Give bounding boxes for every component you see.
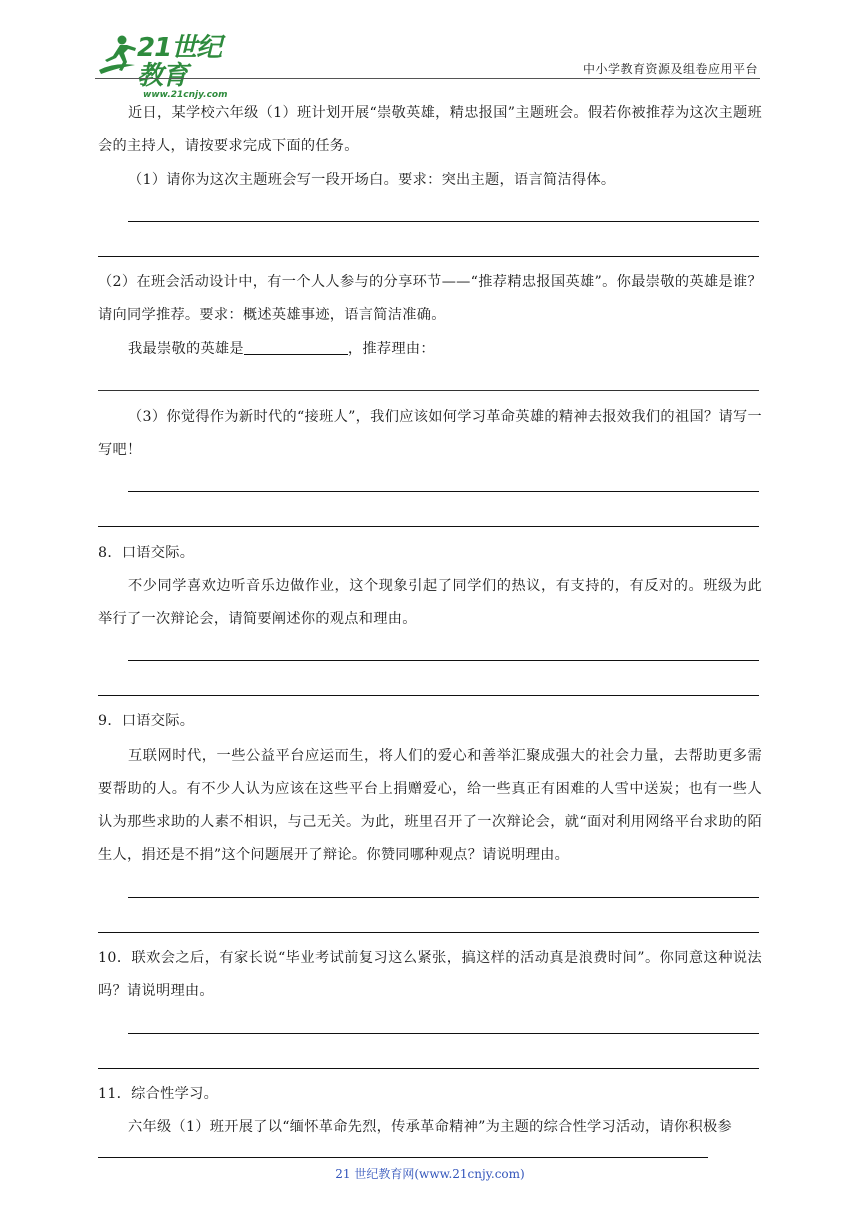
item-9-text: 互联网时代，一些公益平台应运而生，将人们的爱心和善举汇聚成强大的社会力量，去帮助更多需要帮助的人。有不少人认为应该在这些平台上捐赠爱心，给一些真正有困难的人雪中送炭；也有一些人认为那些求助的人素不相识，与己无关。为此，班里召开了一次辩论会，就“面对利用网络平台求助的陌生人，捐还是不捐”这个问题展开了辩论。你赞同哪种观点？请说明理由。 [98, 748, 762, 863]
item-8-text: 不少同学喜欢边听音乐边做作业，这个现象引起了同学们的热议，有支持的，有反对的。班级为此举行了一次辩论会，请简要阐述你的观点和理由。 [98, 578, 762, 627]
answer-line [128, 1033, 759, 1034]
fill-blank[interactable] [244, 340, 348, 355]
item-9-title: 9．口语交际。 [98, 713, 195, 729]
answer-line [98, 256, 759, 257]
runner-logo-icon [95, 32, 141, 76]
page-footer[interactable]: 21 世纪教育网(www.21cnjy.com) [335, 1167, 525, 1181]
page-header [95, 28, 760, 100]
intro-paragraph: 近日，某学校六年级（1）班计划开展“崇敬英雄，精忠报国”主题班会。假若你被推荐为这次主题班会的主持人，请按要求完成下面的任务。 [98, 105, 762, 154]
question-2-fill [98, 333, 762, 366]
footer-divider [98, 1157, 708, 1158]
question-2: （2）在班会活动设计中，有一个人人参与的分享环节——“推荐精忠报国英雄”。你最崇敬的英雄是谁？请向同学推荐。要求：概述英雄事迹，语言简洁准确。 [98, 274, 762, 323]
platform-label: 中小学教育资源及组卷应用平台 [582, 62, 758, 76]
answer-line [128, 491, 759, 492]
question-1: （1）请你为这次主题班会写一段开场白。要求：突出主题，语言简洁得体。 [128, 172, 616, 188]
item-11-text: 六年级（1）班开展了以“缅怀革命先烈，传承革命精神”为主题的综合性学习活动，请你积极参 [128, 1119, 732, 1135]
answer-line [128, 660, 759, 661]
item-11-title: 11．综合性学习。 [98, 1086, 219, 1102]
answer-line [98, 526, 759, 527]
logo-url: www.21cnjy.com [143, 90, 228, 100]
answer-line [128, 897, 759, 898]
question-3: （3）你觉得作为新时代的“接班人”，我们应该如何学习革命英雄的精神去报效我们的祖国？请写一写吧！ [98, 409, 762, 458]
answer-line [128, 221, 759, 222]
fill-suffix: ，推荐理由： [347, 341, 435, 357]
answer-line [98, 932, 759, 933]
fill-prefix: 我最崇敬的英雄是 [128, 341, 244, 357]
answer-line [98, 695, 759, 696]
header-divider [95, 78, 760, 79]
item-8-title: 8．口语交际。 [98, 545, 195, 561]
site-logo [95, 32, 228, 100]
answer-line [98, 390, 759, 391]
logo-title: 21世纪教育 [137, 33, 222, 91]
answer-line [98, 1068, 759, 1069]
item-10-text: 10．联欢会之后，有家长说“毕业考试前复习这么紧张，搞这样的活动真是浪费时间”。你同意这种说法吗？请说明理由。 [98, 950, 762, 999]
